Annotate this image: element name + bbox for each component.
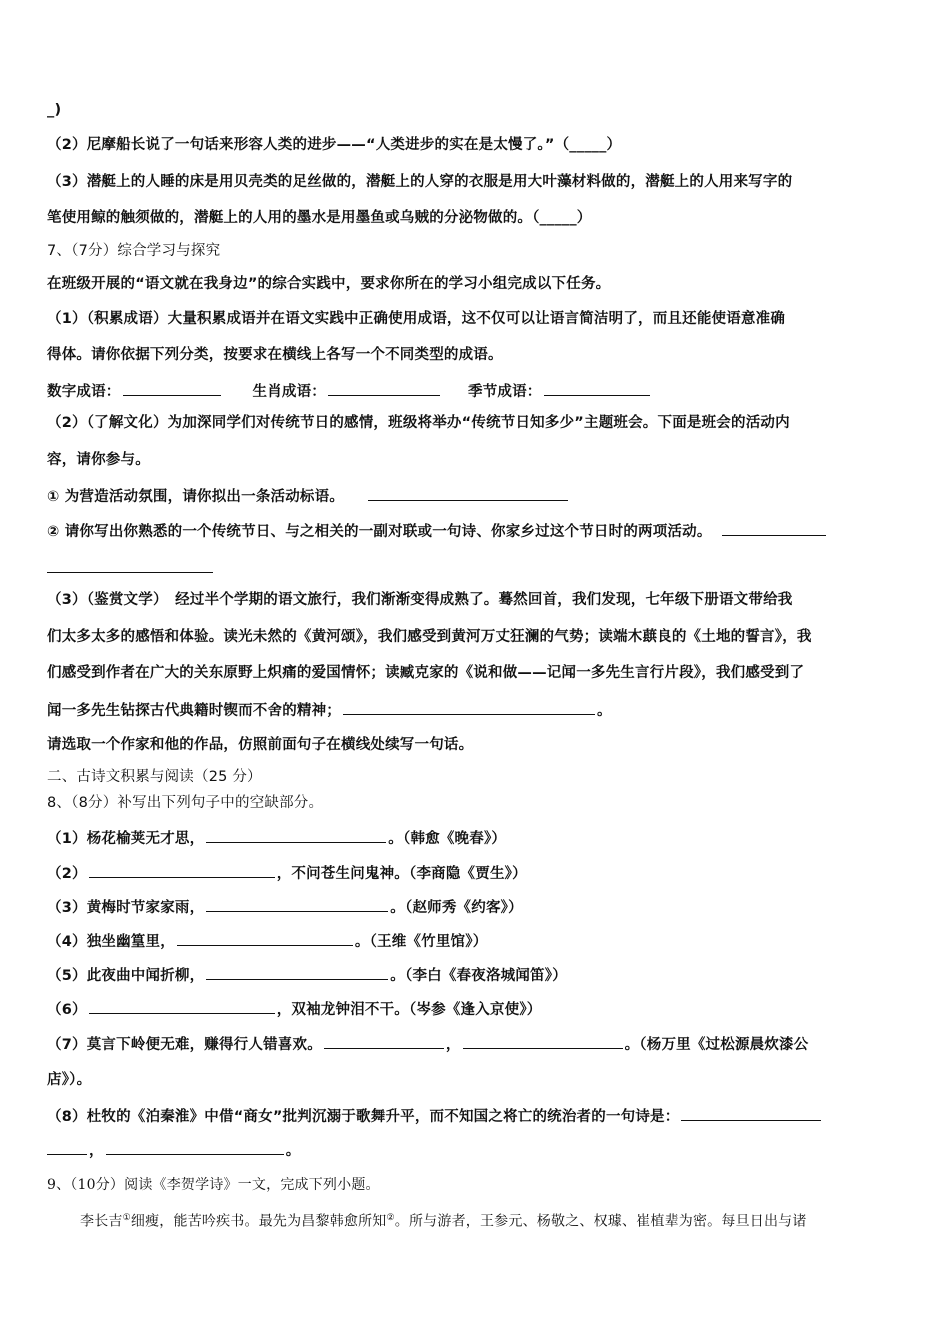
question-6-item-2 [47,135,621,155]
idiom-fill-row [47,380,652,402]
item-text: ） [606,137,622,153]
item-text: （2）尼摩船长说了一句话来形容人类的进步——“人类进步的实在是太慢了。”（ [47,137,570,153]
item-text: 。（杨万里《过松源晨炊漆公 [624,1037,809,1053]
passage-text: 细瘦，能苦吟疾书。最先为昌黎韩愈所知 [130,1213,387,1230]
question-8-item-2 [47,862,527,884]
section-2-heading: 二、古诗文积累与阅读（25 分） [47,769,262,785]
poem-blank[interactable] [324,1033,444,1049]
question-8-item-3 [47,896,523,918]
poem-blank[interactable] [463,1033,623,1049]
item-text: ① 为营造活动氛围，请你拟出一条活动标语。 [47,489,345,505]
item-text: ，双袖龙钟泪不干。（岑参《逢入京使》） [276,1002,542,1018]
item-text: 笔使用鲸的触须做的，潜艇上的人用的墨水是用墨鱼或乌贼的分泌物做的。（ [47,210,540,226]
footnote-marker: ② [386,1213,395,1223]
item-text: 。（赵师秀《约客》） [390,900,523,916]
question-7-item-1: （1）（积累成语）大量积累成语并在语文实践中正确使用成语，这不仅可以让语言简洁明了，而且还能使语意准确 [47,311,786,327]
answer-blank[interactable]: _____ [539,210,577,226]
item-text: ， [445,1037,461,1053]
item-text: （4）独坐幽篁里， [47,934,175,950]
item-text: 。（王维《竹里馆》） [354,934,488,950]
question-7-item-3: （3）（鉴赏文学） 经过半个学期的语文旅行，我们渐渐变得成熟了。蓦然回首，我们发现，七年级下册语文带给我 [47,592,793,608]
item-text: 。（李白《春夜洛城闻笛》） [390,968,567,984]
question-7-item-2-cont: 容，请你参与。 [47,452,150,468]
question-7-item-2-sub1 [47,485,570,507]
item-text: ，不问苍生问鬼神。（李商隐《贾生》） [276,866,527,882]
poem-blank[interactable] [681,1105,821,1121]
item-text: 闻一多先生钻探古代典籍时锲而不舍的精神； [47,703,341,719]
question-7-item-3-cont: 们太多太多的感悟和体验。读光未然的《黄河颂》，我们感受到黄河万丈狂澜的气势；读端木蕻良的《土地的誓言》，我 [47,629,812,645]
season-idiom-blank[interactable] [544,380,650,396]
question-7-intro: 在班级开展的“语文就在我身边”的综合实践中，要求你所在的学习小组完成以下任务。 [47,276,611,292]
question-7-item-2: （2）（了解文化）为加深同学们对传统节日的感情，班级将举办“传统节日知多少”主题班会。下面是班会的活动内 [47,415,790,431]
item-text: （8）杜牧的《泊秦淮》中借“商女”批判沉溺于歌舞升平，而不知国之将亡的统治者的一句诗是： [47,1109,680,1125]
item-text: 。 [597,703,612,719]
poem-blank[interactable] [206,964,388,980]
question-8-item-1 [47,827,506,849]
item-text: ） [576,210,592,226]
poem-blank[interactable] [89,862,275,878]
item-text: （6） [47,1002,87,1018]
question-7-item-3-cont [47,699,612,721]
item-text: 。（韩愈《晚春》） [388,831,507,847]
festival-blank-cont[interactable] [47,572,213,573]
question-7-heading: 7、（7分）综合学习与探究 [47,243,221,259]
question-8-item-7 [47,1033,808,1055]
item-text: 。 [285,1143,301,1159]
passage-text: 李长吉 [80,1213,123,1230]
question-8-item-5 [47,964,567,986]
question-7-item-1-cont: 得体。请你依据下列分类，按要求在横线上各写一个不同类型的成语。 [47,347,503,363]
footnote-marker: ① [122,1213,131,1223]
item-text: （2） [47,866,87,882]
item-text: ② 请你写出你熟悉的一个传统节日、与之相关的一副对联或一句诗、你家乡过这个节日时的两项活动。 [47,524,712,540]
item-text: （3）黄梅时节家家雨， [47,900,205,916]
poem-blank[interactable] [89,998,275,1014]
question-8-item-7-cont: 店》）。 [47,1072,92,1088]
question-7-item-2-sub2 [47,520,828,542]
label-season-idiom: 季节成语： [468,384,542,400]
answer-blank[interactable]: _____ [569,137,607,153]
item-text: （1）杨花榆荚无才思， [47,831,205,847]
question-6-item-3: （3）潜艇上的人睡的床是用贝壳类的足丝做的，潜艇上的人穿的衣服是用大叶藻材料做的，潜艇上的人用来写字的 [47,174,793,190]
poem-blank[interactable] [206,827,386,843]
question-8-item-8-cont [47,1139,300,1161]
item-text: （5）此夜曲中闻折柳， [47,968,205,984]
poem-blank[interactable] [106,1139,284,1155]
zodiac-idiom-blank[interactable] [328,380,440,396]
label-zodiac-idiom: 生肖成语： [252,384,326,400]
question-7-item-3-instruction: 请选取一个作家和他的作品，仿照前面句子在横线处续写一句话。 [47,737,474,753]
question-8-item-6 [47,998,542,1020]
label-number-idiom: 数字成语： [47,384,121,400]
passage-text: 。所与游者，王参元、杨敬之、权璩、崔植辈为密。每旦日出与诸 [394,1213,807,1230]
poem-blank[interactable] [177,930,353,946]
festival-blank[interactable] [722,520,826,536]
poem-blank[interactable] [206,896,388,912]
question-9-heading: 9、（10分）阅读《李贺学诗》一文，完成下列小题。 [47,1177,380,1193]
question-8-item-4 [47,930,487,952]
question-8-heading: 8、（8分）补写出下列句子中的空缺部分。 [47,795,324,811]
item-text: （7）莫言下岭便无难，赚得行人错喜欢。 [47,1037,322,1053]
number-idiom-blank[interactable] [123,380,221,396]
question-6-item-3-cont [47,208,592,228]
line-fragment: _) [47,102,62,118]
item-text: ， [89,1143,104,1159]
slogan-blank[interactable] [368,485,568,501]
reading-passage [80,1208,807,1232]
poem-blank[interactable] [47,1139,87,1155]
question-7-item-3-cont: 们感受到作者在广大的关东原野上炽痛的爱国情怀；读臧克家的《说和做——记闻一多先生言行片段》，我们感受到了 [47,665,805,681]
question-8-item-8 [47,1105,823,1127]
continuation-blank[interactable] [343,699,595,715]
